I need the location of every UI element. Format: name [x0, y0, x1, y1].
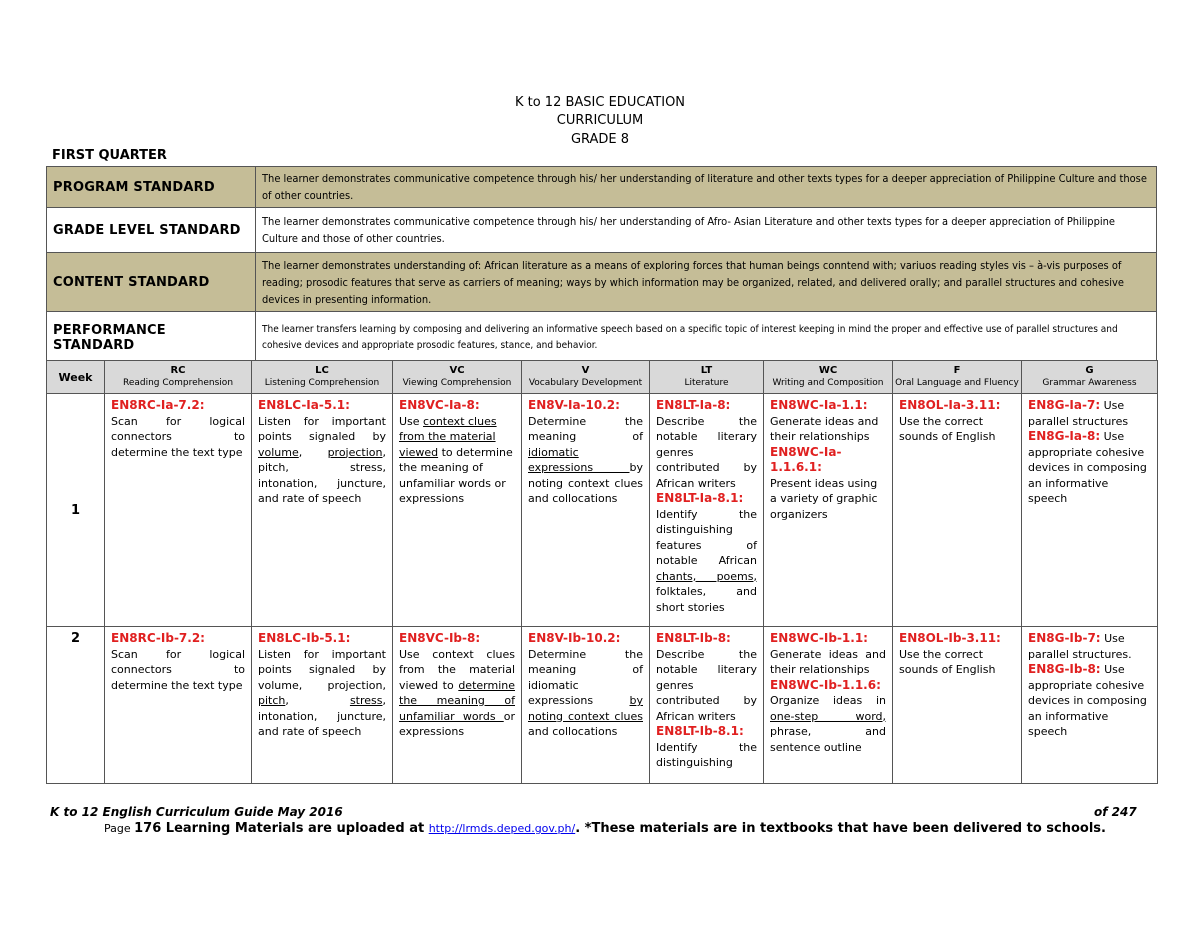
col-header-v — [522, 361, 650, 394]
competency-code: EN8LT-Ib-8.1: — [656, 724, 744, 738]
competency-text: Present ideas using a variety of graphic organizers — [770, 476, 878, 521]
col-name: Literature — [684, 378, 729, 388]
competency-text-underlined: one-step word, — [770, 709, 886, 723]
competency-text: Use appropriate cohesive devices in composing an informative speech — [1028, 430, 1147, 505]
content-standard-label: CONTENT STANDARD — [47, 253, 256, 312]
competency-code: EN8G-Ib-8: — [1028, 662, 1101, 676]
competency-code: EN8LC-Ia-5.1: — [258, 398, 350, 412]
vc-cell — [393, 627, 522, 784]
competency-text: , — [298, 445, 328, 459]
performance-standard-label: PERFORMANCE STANDARD — [47, 312, 256, 365]
competency-text-underlined: context clues from the material viewed — [399, 414, 497, 459]
competency-text: Use the correct sounds of English — [899, 647, 996, 676]
competency-text: Listen for important points signaled by volume, projection, — [258, 647, 386, 692]
vc-cell — [393, 394, 522, 627]
competency-code: EN8G-Ia-8: — [1028, 429, 1101, 443]
program-standard-text: The learner demonstrates communicative competence through his/ her understanding of literature and other texts types for a deeper appreciation of Philippine Culture and those of other countries. — [256, 167, 1157, 208]
col-header-lc — [252, 361, 393, 394]
v-cell — [522, 394, 650, 627]
col-name: Vocabulary Development — [528, 378, 643, 388]
lrmds-link[interactable]: http://lrmds.deped.gov.ph/ — [428, 822, 576, 835]
competency-text: Determine the meaning of idiomatic expressions — [528, 647, 643, 707]
week-number: 1 — [47, 394, 105, 627]
week-row-1 — [47, 394, 1158, 627]
col-code: F — [953, 365, 961, 376]
competency-text: Describe the notable literary genres contributed by African writers — [656, 414, 757, 490]
col-header-f — [893, 361, 1022, 394]
competency-text-underlined: stress — [349, 694, 383, 707]
competency-text: Use parallel structures. — [1028, 632, 1132, 661]
competency-code: EN8WC-Ia-1.1: — [770, 398, 868, 412]
competency-code: EN8LT-Ia-8.1: — [656, 491, 744, 505]
f-cell — [893, 394, 1022, 627]
rc-cell — [105, 394, 252, 627]
quarter-heading: FIRST QUARTER — [52, 148, 167, 163]
grade-level-standard-row — [47, 208, 1157, 253]
content-standard-row — [47, 253, 1157, 312]
col-header-lt — [650, 361, 764, 394]
doc-title-line2: CURRICULUM — [556, 113, 644, 128]
competency-code: EN8LC-Ib-5.1: — [258, 631, 351, 645]
competency-text-underlined: chants, poems, — [656, 569, 757, 583]
competency-text: Use — [399, 414, 424, 428]
f-cell — [893, 627, 1022, 784]
week-number: 2 — [47, 627, 105, 784]
program-standard-label: PROGRAM STANDARD — [47, 167, 256, 208]
competency-text: or expressions — [399, 709, 515, 738]
lc-cell — [252, 627, 393, 784]
rc-cell — [105, 627, 252, 784]
grade-level-standard-label: GRADE LEVEL STANDARD — [47, 208, 256, 253]
competency-text: Use context clues from the material viewed to — [399, 647, 515, 692]
footer-materials-text: Learning Materials are uploaded at — [161, 821, 429, 836]
footer-page-count: of 247 — [1094, 805, 1137, 819]
competency-code: EN8G-Ia-7: — [1028, 398, 1101, 412]
competency-text: Use the correct sounds of English — [899, 414, 996, 443]
grade-level-standard-text: The learner demonstrates communicative competence through his/ her understanding of Afro- Asian Literature and other texts types for a deeper appreciation of Philippine Culture and those of other countries. — [256, 208, 1157, 253]
competency-text-underlined: determine the meaning of unfamiliar words — [399, 678, 515, 723]
competency-text: Generate ideas and their relationships — [770, 647, 886, 676]
competency-text: Generate ideas and their relationships — [770, 414, 879, 443]
g-cell — [1022, 627, 1158, 784]
competency-text: by noting context clues and collocations — [528, 461, 643, 505]
col-name: Grammar Awareness — [1042, 378, 1137, 388]
lc-cell — [252, 394, 393, 627]
week-header: Week — [47, 361, 105, 394]
standards-table — [46, 166, 1157, 365]
footer-page-number: 176 — [134, 821, 162, 836]
competency-text: to determine the meaning of unfamiliar words or expressions — [399, 445, 513, 505]
footer-page-prefix: Page — [104, 822, 135, 835]
grid-header-row — [47, 361, 1158, 394]
competency-text: Describe the notable literary genres contributed by African writers — [656, 647, 757, 723]
competency-code: EN8WC-Ib-1.1.6: — [770, 677, 881, 692]
competency-code: EN8VC-Ib-8: — [399, 631, 481, 645]
competency-text: , intonation, juncture, and rate of speech — [258, 694, 386, 738]
col-header-wc — [764, 361, 893, 394]
doc-title-line1: K to 12 BASIC EDUCATION — [514, 95, 686, 110]
col-code: RC — [170, 365, 186, 376]
competency-text-underlined: pitch — [258, 694, 286, 707]
competency-code: EN8G-Ib-7: — [1028, 631, 1101, 645]
program-standard-row — [47, 167, 1157, 208]
competency-code: EN8RC-Ia-7.2: — [111, 398, 205, 412]
col-name: Reading Comprehension — [122, 378, 234, 388]
competency-text: Organize ideas in — [770, 694, 886, 707]
competency-code: EN8V-Ia-10.2: — [528, 398, 620, 412]
competency-code: EN8LT-Ib-8: — [656, 631, 731, 645]
competency-text: Identify the distinguishing features of notable African — [656, 507, 757, 567]
competency-text: , — [285, 694, 350, 707]
col-name: Writing and Composition — [772, 378, 884, 388]
wc-cell — [764, 394, 893, 627]
curriculum-grid — [46, 360, 1158, 784]
lt-cell — [650, 627, 764, 784]
competency-code: EN8LT-Ia-8: — [656, 398, 731, 412]
col-name: Oral Language and Fluency — [895, 378, 1019, 388]
footer-guide-title: K to 12 English Curriculum Guide May 2016 — [50, 805, 343, 819]
col-name: Listening Comprehension — [264, 378, 380, 388]
competency-text-underlined: idiomatic expressions — [528, 445, 630, 474]
performance-standard-text: The learner transfers learning by composing and delivering an informative speech based on a specific topic of interest keeping in mind the proper and effective use of parallel structures and cohesive devices and appropriate prosodic features, stance, and behavior. — [256, 312, 1157, 365]
footer-materials-line — [104, 821, 1106, 836]
week-row-2 — [47, 627, 1158, 784]
g-cell — [1022, 394, 1158, 627]
competency-code: EN8V-Ib-10.2: — [528, 631, 621, 645]
col-code: G — [1085, 365, 1094, 376]
competency-text: phrase, and sentence outline — [770, 725, 886, 754]
competency-code: EN8OL-Ib-3.11: — [899, 631, 1001, 645]
competency-text: and collocations — [528, 725, 618, 738]
competency-code: EN8RC-Ib-7.2: — [111, 631, 205, 645]
col-code: LC — [315, 365, 329, 376]
lt-cell — [650, 394, 764, 627]
doc-title-grade: GRADE 8 — [570, 132, 630, 147]
col-code: VC — [449, 365, 465, 376]
competency-text: Listen for important points signaled by — [258, 414, 386, 443]
competency-text: Scan for logical connectors to determine the text type — [111, 414, 245, 459]
competency-text-underlined: projection — [327, 445, 383, 459]
competency-text-underlined: by noting context clues — [528, 694, 643, 723]
v-cell — [522, 627, 650, 784]
col-code: LT — [700, 365, 713, 376]
competency-code: EN8WC-Ia-1.1.6.1: — [770, 444, 842, 474]
competency-text: Use parallel structures — [1028, 399, 1129, 428]
footer-note: . *These materials are in textbooks that have been delivered to schools. — [575, 821, 1106, 836]
performance-standard-row — [47, 312, 1157, 365]
competency-code: EN8OL-Ia-3.11: — [899, 398, 1001, 412]
competency-text: Determine the meaning of — [528, 414, 643, 443]
competency-text: Use appropriate cohesive devices in composing an informative speech — [1028, 663, 1147, 738]
competency-text: , pitch, stress, intonation, juncture, and rate of speech — [258, 445, 386, 505]
col-name: Viewing Comprehension — [402, 378, 512, 388]
col-header-vc — [393, 361, 522, 394]
competency-code: EN8WC-Ib-1.1: — [770, 631, 868, 645]
wc-cell — [764, 627, 893, 784]
competency-text-underlined: volume — [258, 445, 299, 459]
col-header-g — [1022, 361, 1158, 394]
competency-text: Identify the distinguishing — [656, 740, 757, 769]
competency-code: EN8VC-Ia-8: — [399, 398, 480, 412]
competency-text: folktales, and short stories — [656, 585, 757, 614]
competency-text: Scan for logical connectors to determine the text type — [111, 647, 245, 692]
col-code: WC — [818, 365, 838, 376]
col-header-rc — [105, 361, 252, 394]
col-code: V — [581, 365, 590, 376]
content-standard-text: The learner demonstrates understanding of: African literature as a means of exploring forces that human beings conntend with; variuos reading styles vis – à-vis purposes of reading; prosodic features that serve as carriers of meaning; ways by which information may be organized, related, and delivered orally; and parallel structures and cohesive devices in presenting information. — [256, 253, 1157, 312]
